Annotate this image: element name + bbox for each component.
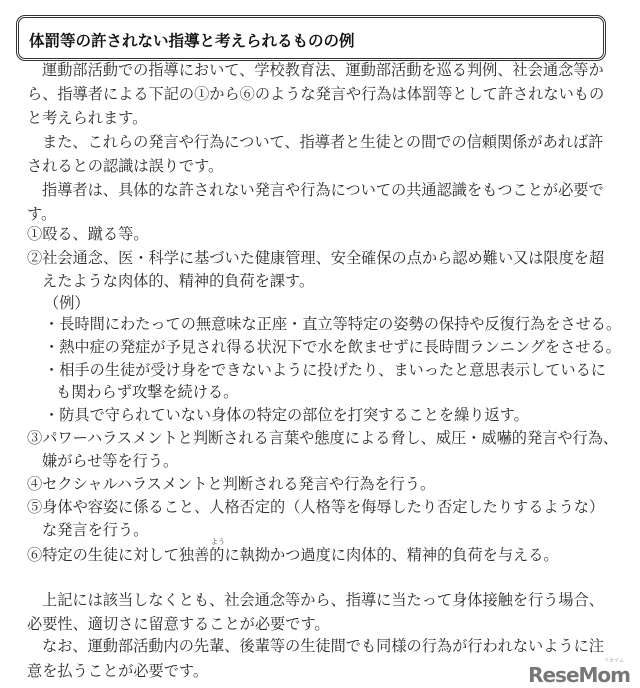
text-line: ②社会通念、医・科学に基づいた健康管理、安全確保の点から認め難い又は限度を超	[27, 249, 605, 267]
furigana: よう	[211, 538, 225, 546]
text-line: と考えられます。	[27, 109, 148, 127]
text-line: ら、指導者による下記の①から⑥のような発言や行為は体罰等として許されないもの	[27, 85, 605, 103]
resemom-logo: ReseMom	[528, 663, 630, 687]
text-line: えたような肉体的、精神的負荷を課す。	[42, 272, 315, 290]
text-line: ④セクシャルハラスメントと判断される発言や行為を行う。	[27, 475, 436, 493]
text-line: 上記には該当しなくとも、社会通念等から、指導に当たって身体接触を行う場合、	[42, 591, 604, 609]
text-line: な発言を行う。	[42, 521, 149, 539]
text-line: ③パワーハラスメントと判断される言葉や態度による脅し、威圧・威嚇的発言や行為、	[27, 429, 619, 447]
text-line: また、これらの発言や行為について、指導者と生徒との間での信頼関係があれば許	[42, 133, 604, 151]
text-line: ・長時間にわたっての無意味な正座・直立等特定の姿勢の保持や反復行為をさせる。	[44, 315, 622, 333]
text-line: も関わらず攻撃を続ける。	[56, 383, 239, 401]
text-line: （例）	[44, 294, 90, 312]
text-line: 意を払うことが必要です。	[27, 662, 209, 680]
text-line: ・防具で守られていない身体の特定の部位を打突することを繰り返す。	[44, 406, 529, 424]
text-line: なお、運動部活動内の先輩、後輩等の生徒間でも同様の行為が行われないように注	[42, 637, 604, 655]
text-line: 必要性、適切さに留意することが必要です。	[27, 615, 330, 633]
document-title: 体罰等の許されない指導と考えられるものの例	[29, 32, 355, 50]
text-line: 嫌がらせ等を行う。	[42, 452, 179, 470]
title-box	[16, 15, 606, 61]
text-line: されるとの認識は誤りです。	[27, 157, 224, 175]
text-line: ⑤身体や容姿に係ること、人格否定的（人格等を侮辱したり否定したりするような）	[27, 498, 605, 516]
text-line: ・熱中症の発症が予見され得る状況下で水を飲ませずに長時間ランニングをさせる。	[44, 338, 621, 356]
text-line: す。	[27, 205, 57, 223]
text-line: ①殴る、蹴る等。	[27, 225, 149, 243]
text-line: 指導者は、具体的な許されない発言や行為についての共通認識をもつことが必要で	[42, 181, 604, 199]
text-line: 運動部活動での指導において、学校教育法、運動部活動を巡る判例、社会通念等か	[42, 61, 604, 79]
text-line: ⑥特定の生徒に対して独善的に執拗かつ過度に肉体的、精神的負荷を与える。	[27, 546, 559, 564]
text-line: ・相手の生徒が受け身をできないように投げたり、まいったと意思表示しているに	[44, 361, 606, 379]
logo-ruby: リセマム	[604, 658, 624, 664]
